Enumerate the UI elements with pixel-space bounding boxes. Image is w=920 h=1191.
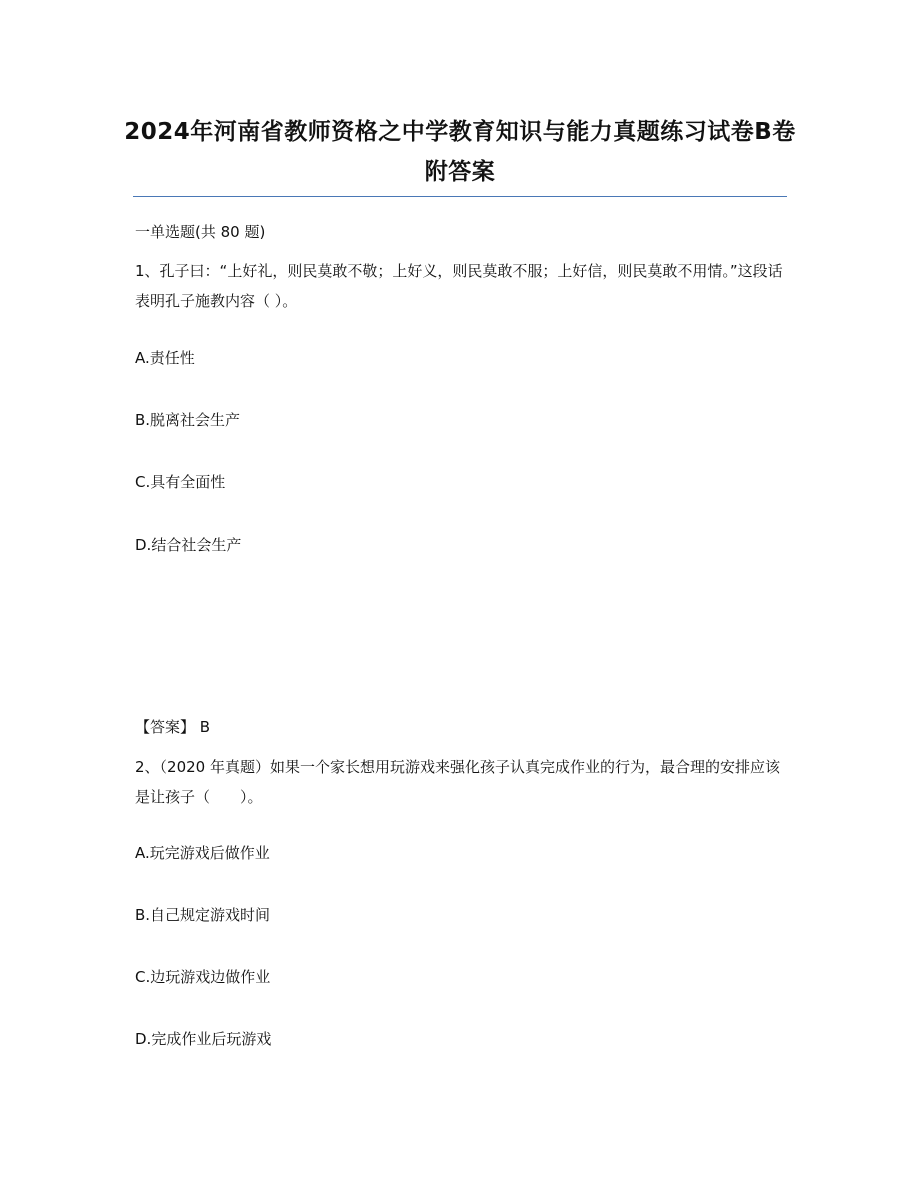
question-1-option-b: B.脱离社会生产 <box>135 411 241 429</box>
title-divider <box>133 196 787 197</box>
question-1-text <box>135 256 790 316</box>
question-1-stem: 孔子曰：“上好礼，则民莫敢不敬；上好义，则民莫敢不服；上好信，则民莫敢不用情。”这段话表明孔子施教内容（ ）。 <box>135 262 783 310</box>
question-1-option-a: A.责任性 <box>135 349 195 367</box>
question-1-answer: 【答案】 B <box>135 718 211 736</box>
document-title: 2024年河南省教师资格之中学教育知识与能力真题练习试卷B卷附答案 <box>124 119 796 185</box>
question-2-text <box>135 752 790 812</box>
question-2-option-d: D.完成作业后玩游戏 <box>135 1030 272 1048</box>
question-2-number: 2、 <box>135 758 160 776</box>
question-1-option-d: D.结合社会生产 <box>135 536 242 554</box>
section-heading: 一单选题(共 80 题) <box>135 223 266 241</box>
question-1-option-c: C.具有全面性 <box>135 473 226 491</box>
question-2-option-a: A.玩完游戏后做作业 <box>135 844 270 862</box>
question-2-option-b: B.自己规定游戏时间 <box>135 906 271 924</box>
question-2-option-c: C.边玩游戏边做作业 <box>135 968 271 986</box>
question-1-number: 1、 <box>135 262 160 280</box>
question-2-stem: （2020 年真题）如果一个家长想用玩游戏来强化孩子认真完成作业的行为，最合理的安排应该是让孩子（ ）。 <box>135 758 780 806</box>
